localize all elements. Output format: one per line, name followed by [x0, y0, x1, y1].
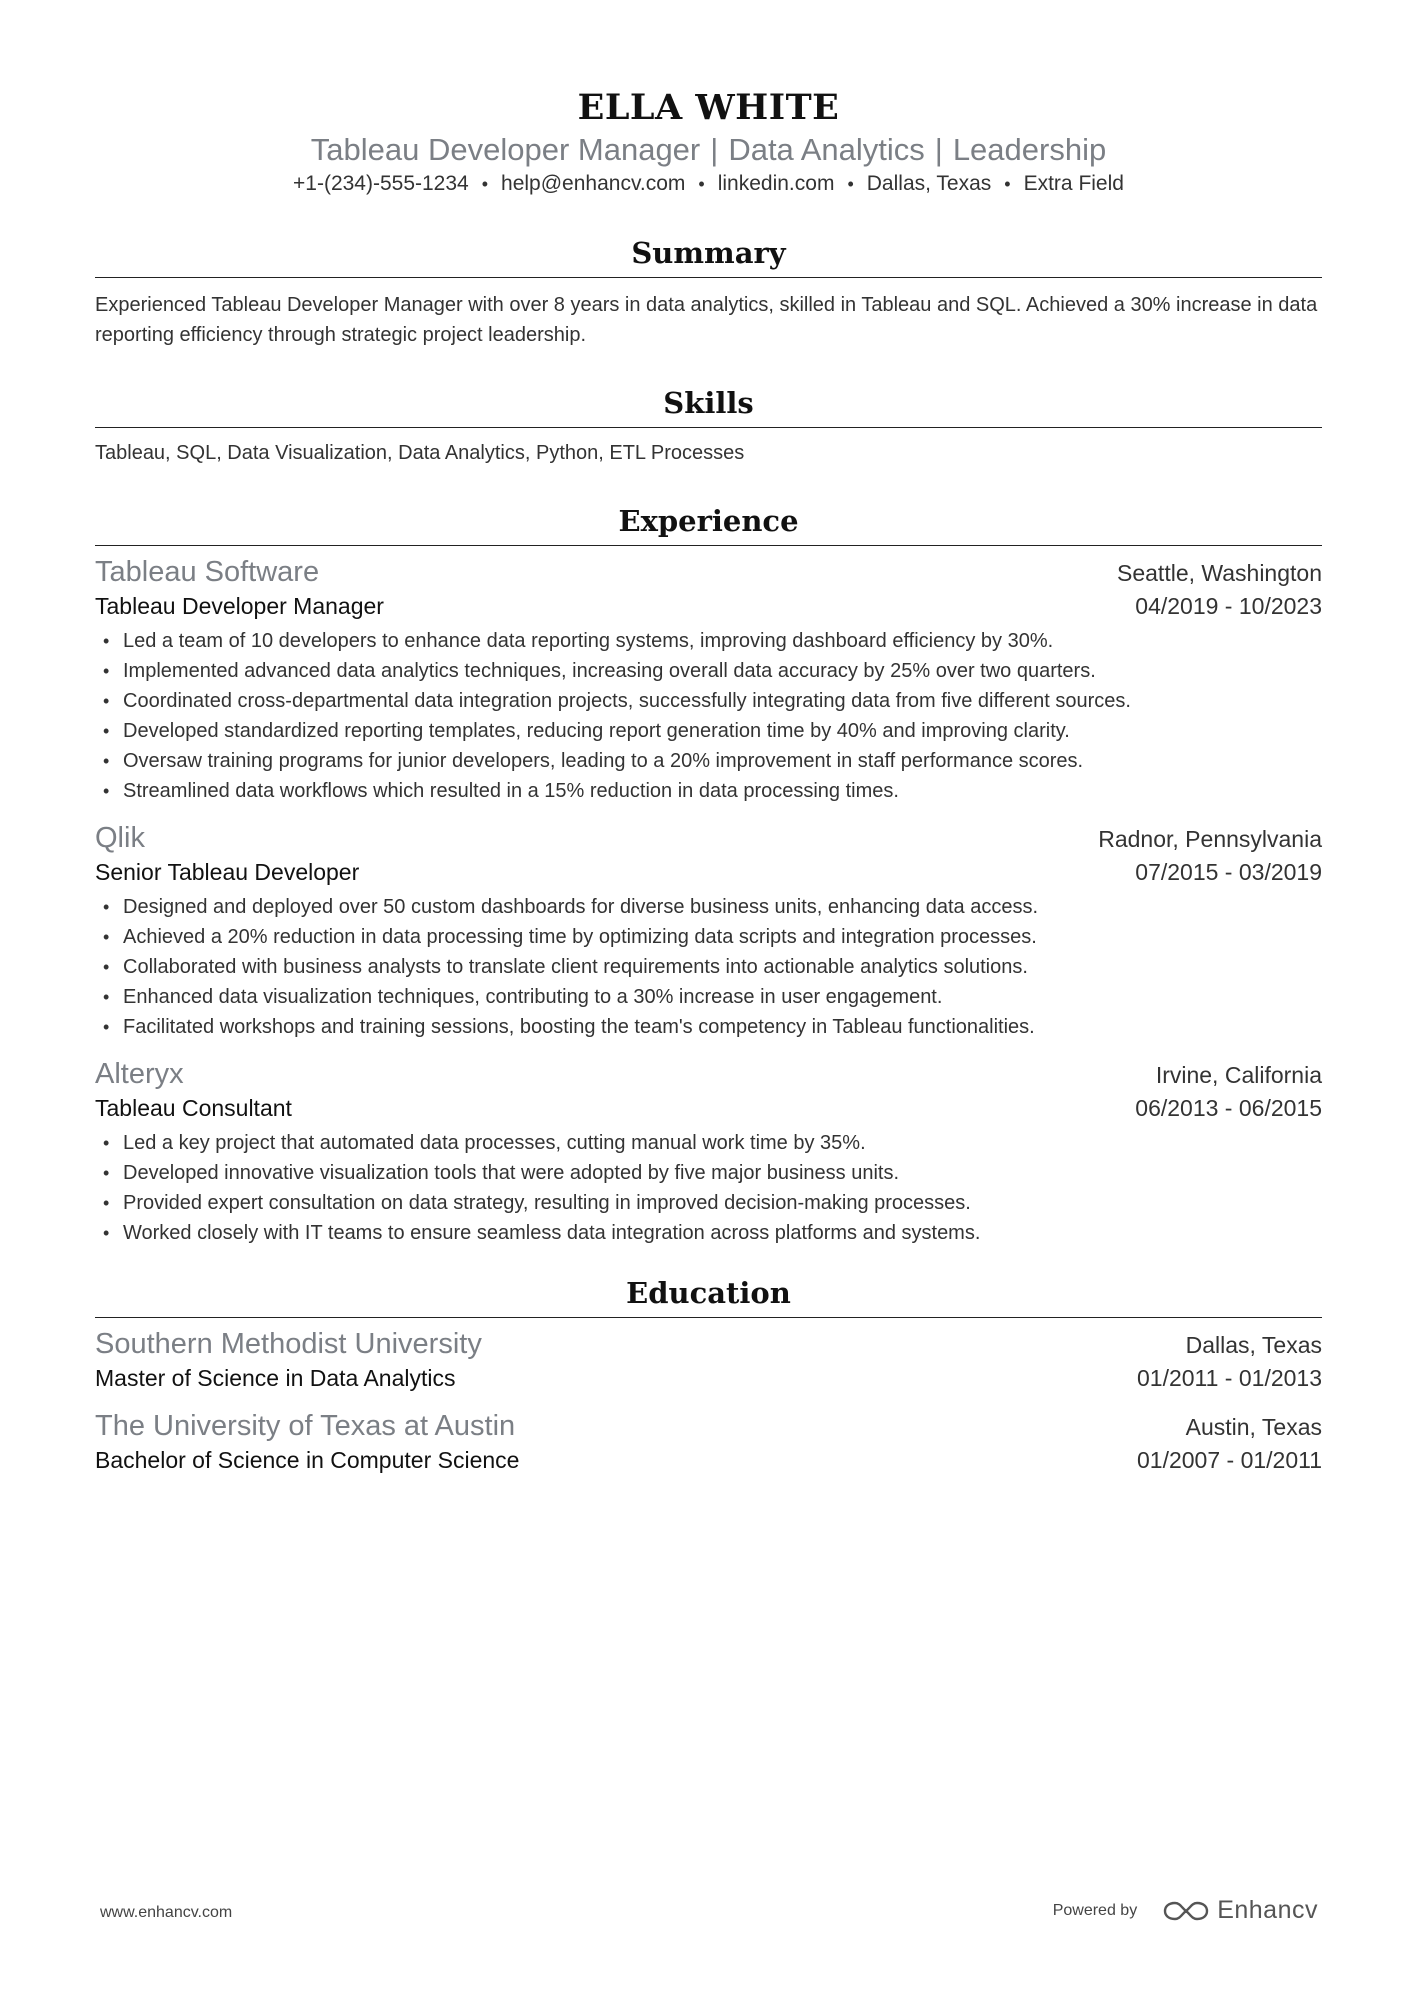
school-name: The University of Texas at Austin [95, 1410, 516, 1442]
achievement-item: • Implemented advanced data analytics techniques, increasing overall data accuracy by 25% over two quarters. [95, 656, 1322, 686]
job-dates: 06/2013 - 06/2015 [1135, 1095, 1322, 1121]
achievement-item: • Led a team of 10 developers to enhance data reporting systems, improving dashboard efficiency by 30%. [95, 626, 1322, 656]
job-dates: 07/2015 - 03/2019 [1135, 859, 1322, 885]
headline-part: Data Analytics [728, 132, 925, 167]
job-title: Tableau Consultant [95, 1095, 292, 1121]
achievement-item: • Facilitated workshops and training sessions, boosting the team's competency in Tableau functionalities. [95, 1012, 1322, 1042]
section-title: Summary [95, 234, 1322, 278]
experience-entry [95, 554, 1322, 806]
candidate-headline [95, 130, 1322, 170]
school-location: Dallas, Texas [1185, 1332, 1322, 1358]
job-dates: 04/2019 - 10/2023 [1135, 593, 1322, 619]
section-title: Education [95, 1274, 1322, 1318]
education-entry [95, 1326, 1322, 1394]
achievement-item: • Developed standardized reporting templates, reducing report generation time by 40% and improving clarity. [95, 716, 1322, 746]
job-location: Irvine, California [1155, 1062, 1322, 1088]
enhancv-brand-link[interactable] [1163, 1896, 1318, 1925]
skills-list: Tableau, SQL, Data Visualization, Data Analytics, Python, ETL Processes [95, 442, 745, 464]
headline-part: Tableau Developer Manager [310, 132, 701, 167]
achievement-item: • Streamlined data workflows which resulted in a 15% reduction in data processing times. [95, 776, 1322, 806]
school-location: Austin, Texas [1185, 1414, 1322, 1440]
headline-part: Leadership [952, 132, 1107, 167]
experience-entry [95, 820, 1322, 1042]
school-name: Southern Methodist University [95, 1328, 482, 1360]
contact-email[interactable]: help@enhancv.com [501, 172, 686, 195]
job-title: Senior Tableau Developer [95, 859, 360, 885]
achievement-item: • Designed and deployed over 50 custom dashboards for diverse business units, enhancing data access. [95, 892, 1322, 922]
achievement-item: • Oversaw training programs for junior developers, leading to a 20% improvement in staff performance scores. [95, 746, 1322, 776]
company-name: Qlik [95, 822, 145, 854]
company-name: Alteryx [95, 1058, 184, 1090]
enhancv-logo-icon [1163, 1899, 1209, 1923]
education-dates: 01/2011 - 01/2013 [1136, 1365, 1322, 1391]
skills-section [95, 384, 1322, 468]
contact-phone[interactable]: +1-(234)-555-1234 [293, 172, 469, 195]
enhancv-brand-text: Enhancv [1217, 1896, 1318, 1924]
contact-location: Dallas, Texas [866, 172, 992, 195]
section-title: Skills [95, 384, 1322, 428]
contact-separator: • [1004, 174, 1011, 194]
summary-text: Experienced Tableau Developer Manager with over 8 years in data analytics, skilled in Tableau and SQL. Achieved a 30% increase in data reporting efficiency through strategic project leadership. [95, 294, 1318, 346]
candidate-name: ELLA WHITE [577, 87, 840, 128]
section-title: Experience [95, 502, 1322, 546]
contact-separator: • [847, 174, 854, 194]
achievement-list [95, 1128, 1322, 1248]
contact-extra-field: Extra Field [1023, 172, 1124, 195]
achievement-item: • Developed innovative visualization tools that were adopted by five major business units. [95, 1158, 1322, 1188]
achievement-item: • Led a key project that automated data processes, cutting manual work time by 35%. [95, 1128, 1322, 1158]
achievement-item: • Collaborated with business analysts to translate client requirements into actionable analytics solutions. [95, 952, 1322, 982]
resume-content [95, 86, 1322, 1476]
achievement-item: • Provided expert consultation on data strategy, resulting in improved decision-making processes. [95, 1188, 1322, 1218]
job-title: Tableau Developer Manager [95, 593, 384, 619]
contact-line [95, 170, 1322, 198]
education-entry [95, 1408, 1322, 1476]
achievement-item: • Coordinated cross-departmental data integration projects, successfully integrating data from five different sources. [95, 686, 1322, 716]
summary-section [95, 234, 1322, 350]
experience-entry [95, 1056, 1322, 1248]
footer-website-link[interactable]: www.enhancv.com [100, 1904, 233, 1921]
headline-separator: | [934, 132, 943, 167]
contact-separator: • [698, 174, 705, 194]
achievement-list [95, 892, 1322, 1042]
company-name: Tableau Software [95, 556, 320, 588]
education-section [95, 1274, 1322, 1476]
degree: Master of Science in Data Analytics [95, 1365, 456, 1391]
degree: Bachelor of Science in Computer Science [95, 1447, 520, 1473]
job-location: Radnor, Pennsylvania [1098, 826, 1322, 852]
achievement-list [95, 626, 1322, 806]
achievement-item: • Achieved a 20% reduction in data processing time by optimizing data scripts and integration processes. [95, 922, 1322, 952]
footer-branding [1053, 1896, 1318, 1925]
experience-section [95, 502, 1322, 1248]
achievement-item: • Worked closely with IT teams to ensure seamless data integration across platforms and systems. [95, 1218, 1322, 1248]
contact-separator: • [481, 174, 489, 194]
powered-by-label: Powered by [1052, 1901, 1138, 1919]
achievement-item: • Enhanced data visualization techniques, contributing to a 30% increase in user engagement. [95, 982, 1322, 1012]
education-dates: 01/2007 - 01/2011 [1136, 1447, 1322, 1473]
contact-linkedin[interactable]: linkedin.com [717, 172, 835, 195]
headline-separator: | [710, 132, 719, 167]
job-location: Seattle, Washington [1117, 560, 1322, 586]
